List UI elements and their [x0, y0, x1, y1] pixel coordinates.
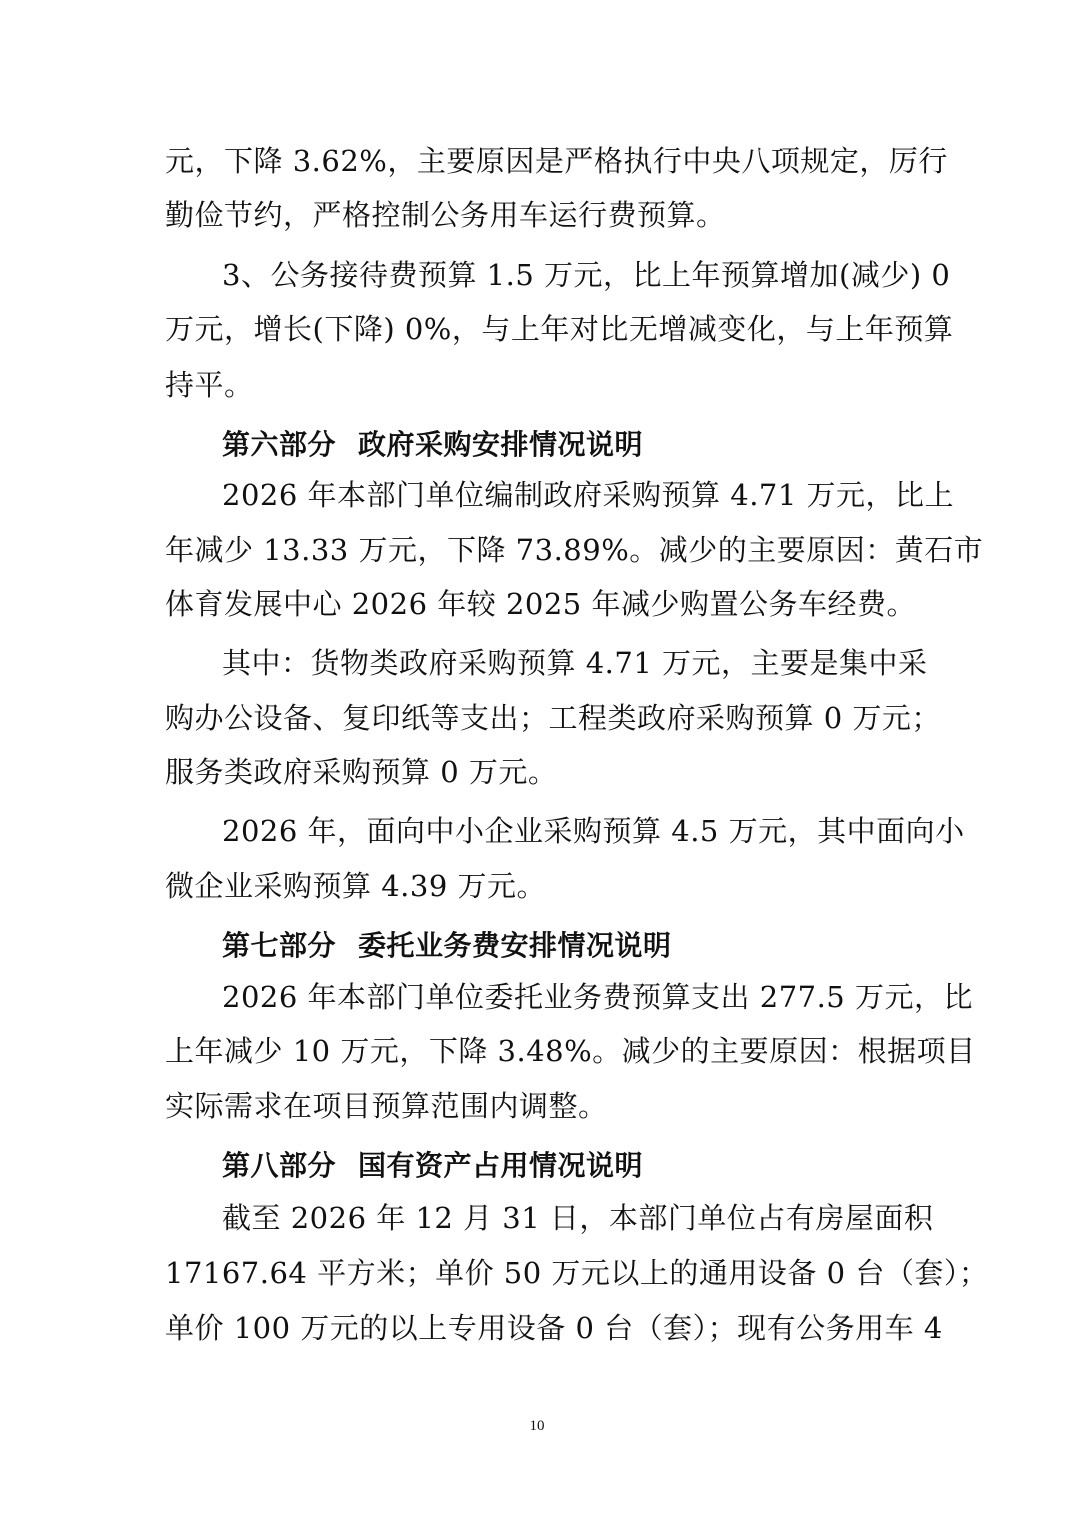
paragraph-line: 2026 年本部门单位委托业务费预算支出 277.5 万元，比 — [222, 980, 973, 1014]
paragraph-line: 单价 100 万元的以上专用设备 0 台（套）；现有公务用车 4 — [165, 1311, 943, 1345]
section-heading-part8 — [222, 1146, 643, 1186]
section-number: 第七部分 — [222, 929, 337, 962]
paragraph-line: 其中：货物类政府采购预算 4.71 万元，主要是集中采 — [222, 646, 928, 680]
paragraph-line: 年减少 13.33 万元，下降 73.89%。减少的主要原因：黄石市 — [165, 533, 984, 567]
paragraph-line: 勤俭节约，严格控制公务用车运行费预算。 — [165, 198, 726, 232]
paragraph-line: 2026 年，面向中小企业采购预算 4.5 万元，其中面向小 — [222, 814, 965, 848]
paragraph-line: 万元，增长(下降) 0%，与上年对比无增减变化，与上年预算 — [165, 312, 954, 346]
section-title: 国有资产占用情况说明 — [358, 1149, 644, 1182]
section-heading-part7 — [222, 926, 672, 966]
paragraph-line: 体育发展中心 2026 年较 2025 年减少购置公务车经费。 — [165, 587, 916, 621]
paragraph-line: 截至 2026 年 12 月 31 日，本部门单位占有房屋面积 — [222, 1201, 934, 1235]
paragraph-line: 3、公务接待费预算 1.5 万元，比上年预算增加(减少) 0 — [222, 258, 951, 292]
paragraph-line: 服务类政府采购预算 0 万元。 — [165, 755, 558, 789]
page-number: 10 — [529, 1418, 545, 1434]
paragraph-line: 购办公设备、复印纸等支出；工程类政府采购预算 0 万元； — [165, 701, 941, 735]
section-title: 委托业务费安排情况说明 — [358, 929, 672, 962]
section-number: 第六部分 — [222, 428, 337, 461]
paragraph-line: 17167.64 平方米；单价 50 万元以上的通用设备 0 台（套）； — [165, 1256, 989, 1290]
section-title: 政府采购安排情况说明 — [358, 428, 644, 461]
paragraph-line: 持平。 — [165, 368, 254, 402]
paragraph-line: 元，下降 3.62%，主要原因是严格执行中央八项规定，厉行 — [165, 144, 948, 178]
paragraph-line: 上年减少 10 万元，下降 3.48%。减少的主要原因：根据项目 — [165, 1034, 976, 1068]
section-number: 第八部分 — [222, 1149, 337, 1182]
paragraph-line: 微企业采购预算 4.39 万元。 — [165, 869, 547, 903]
paragraph-line: 实际需求在项目预算范围内调整。 — [165, 1089, 608, 1123]
paragraph-line: 2026 年本部门单位编制政府采购预算 4.71 万元，比上 — [222, 478, 955, 512]
section-heading-part6 — [222, 425, 643, 465]
